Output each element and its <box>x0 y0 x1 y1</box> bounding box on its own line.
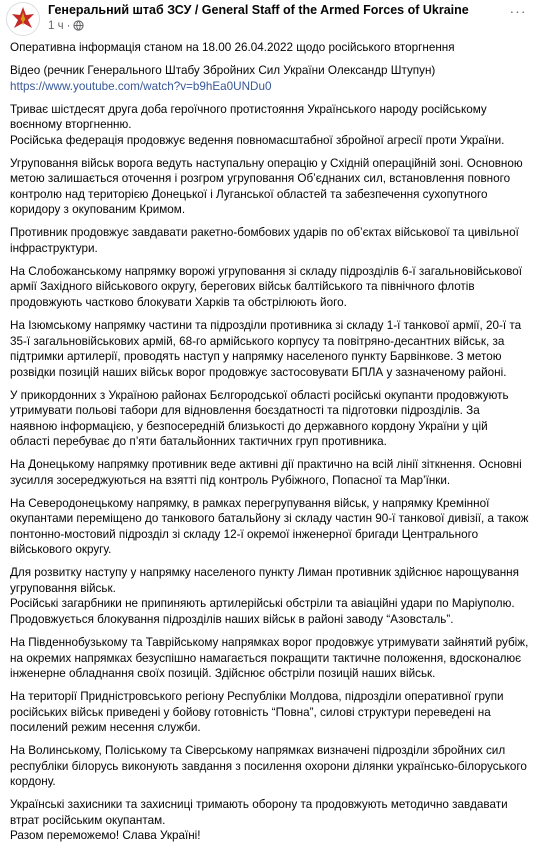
paragraph-11: На території Придністровського регіону Республіки Молдова, підрозділи оперативної групи російських військ приведені у бойову готовність “Повна”, силові структури переведені на посилений режим несення служби. <box>10 690 504 735</box>
paragraph-7: На Донецькому напрямку противник веде активні дії практично на всій лінії зіткнення. Основні зусилля зосереджуються на взятті під контроль Рубіжного, Попасної та Мар’їнки. <box>10 458 522 487</box>
paragraph-1a: Триває шістдесят друга доба героїчного протистояння Українського народу російському воєнному вторгненню. <box>10 102 487 132</box>
paragraph-9b: Російські загарбники не припиняють артилерійські обстріли та авіаційні удари по Маріуполю. Продовжується блокування підрозділів наших військ в районі заводу “Азовсталь”. <box>10 597 515 626</box>
paragraph-6: У прикордонних з Україною районах Бєлгородської області російські окупанти продовжують утримувати польові табори для відновлення боєздатності та підготовки підрозділів. За наявною інформацією, у безпосередній близькості до державного кордону України у цій області перебуває до п’яти батальйонних тактичних груп противника. <box>10 388 509 449</box>
paragraph-10: На Південнобузькому та Таврійському напрямках ворог продовжує утримувати зайнятий рубіж, на окремих напрямках безуспішно намагається покращити тактичне положення, вдосконалює інженерне обладнання своїх позицій. Здійснює обстріли позицій наших військ. <box>10 636 529 681</box>
post-time[interactable]: 1 ч <box>48 20 64 32</box>
paragraph-1b: Російська федерація продовжує ведення повномасштабної збройної агресії проти України. <box>10 133 505 147</box>
page-avatar[interactable] <box>6 2 40 36</box>
meta-separator: · <box>66 20 71 32</box>
post-meta <box>48 20 84 34</box>
video-caption: Відео (речник Генерального Штабу Збройних Сил України Олександр Штупун) <box>10 64 436 78</box>
video-link[interactable]: https://www.youtube.com/watch?v=b9hEa0UNDu0 <box>10 79 272 93</box>
paragraph-5: На Ізюмському напрямку частини та підрозділи противника зі складу 1-ї танкової армії, 20-ї та 35-ї загальновійськових армій, 68-го армійського корпусу та повітряно-десантних військ, за підтримки артилерії, проводять наступ у напрямку населеного пункту Барвінкове. З метою розвідки позицій наших військ ворог продовжує застосовувати БПЛА у зазначеному районі. <box>10 319 522 379</box>
paragraph-3: Противник продовжує завдавати ракетно-бомбових ударів по об’єктах військової та цивільної інфраструктури. <box>10 226 519 255</box>
closing-line: Разом переможемо! Слава Україні! <box>10 829 201 843</box>
paragraph-8: На Северодонецькому напрямку, в рамках перегрупування військ, у напрямку Кремінної окупантами переміщено до танкового батальйону зі складу частин 90-ї танкової дивізії, а також понтонно-мостовий підрозділ зі складу 12-ї окремої інженерної бригади Центрального військового округу. <box>10 496 529 557</box>
paragraph-13a: Українські захисники та захисниці тримають оборону та продовжують методично завдавати втрат російським окупантам. <box>10 798 508 827</box>
page-name[interactable]: Генеральний штаб ЗСУ / General Staff of the Armed Forces of Ukraine <box>48 3 469 17</box>
paragraph-2: Угруповання військ ворога ведуть наступальну операцію у Східній операційній зоні. Основною метою залишається оточення і розгром угруповання Об’єднаних сил, встановлення повного контролю над територією Донецької і Луганської областей та забезпечення сухопутного коридору з окупованим Кримом. <box>10 156 523 217</box>
paragraph-9a: Для розвитку наступу у напрямку населеного пункту Лиман противник здійснює нарощування угруповання військ. <box>10 566 519 595</box>
paragraph-12: На Волинському, Поліському та Сіверському напрямках визначені підрозділи збройних сил республіки білорусь виконують завдання з посилення охорони ділянки українсько-білоруського кордону. <box>10 744 527 789</box>
post-body <box>10 40 530 844</box>
paragraph-4: На Слобожанському напрямку ворожі угруповання зі складу підрозділів 6-ї загальновійськової армії Західного військового округу, берегових військ балтійського та північного флотів продовжують частково блокувати Харків та обстрілюють його. <box>10 264 522 309</box>
post-header <box>0 0 534 36</box>
armed-forces-emblem-icon <box>7 3 39 35</box>
more-options-icon[interactable]: ··· <box>509 3 527 19</box>
globe-icon <box>73 20 84 34</box>
intro-paragraph: Оперативна інформація станом на 18.00 26.04.2022 щодо російського вторгнення <box>10 41 455 54</box>
